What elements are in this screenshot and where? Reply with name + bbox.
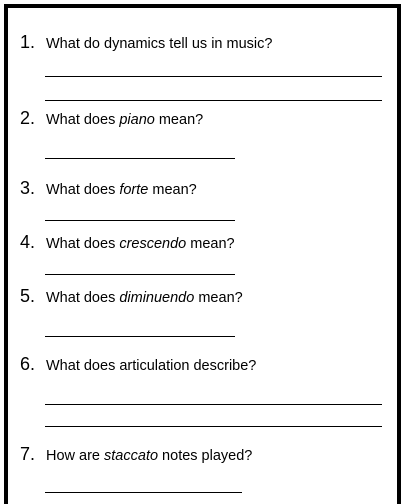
question-number: 5. — [20, 286, 36, 306]
question-number: 1. — [20, 32, 36, 52]
answer-line[interactable] — [45, 492, 242, 493]
worksheet — [4, 4, 401, 504]
question-text: What does crescendo mean? — [46, 236, 235, 252]
question-number: 6. — [20, 354, 36, 374]
question-text: What do dynamics tell us in music? — [46, 36, 273, 52]
question-number: 4. — [20, 232, 36, 252]
question-number: 2. — [20, 108, 36, 128]
answer-line[interactable] — [45, 426, 382, 427]
question-text: What does articulation describe? — [46, 358, 257, 374]
question-number: 3. — [20, 178, 36, 198]
question-text: What does piano mean? — [46, 112, 204, 128]
answer-line[interactable] — [45, 220, 235, 221]
answer-line[interactable] — [45, 336, 235, 337]
answer-line[interactable] — [45, 100, 382, 101]
question-text: How are staccato notes played? — [46, 448, 253, 464]
question-text: What does diminuendo mean? — [46, 290, 243, 306]
question-number: 7. — [20, 444, 36, 464]
answer-line[interactable] — [45, 404, 382, 405]
answer-line[interactable] — [45, 158, 235, 159]
answer-line[interactable] — [45, 76, 382, 77]
question-text: What does forte mean? — [46, 182, 197, 198]
answer-line[interactable] — [45, 274, 235, 275]
